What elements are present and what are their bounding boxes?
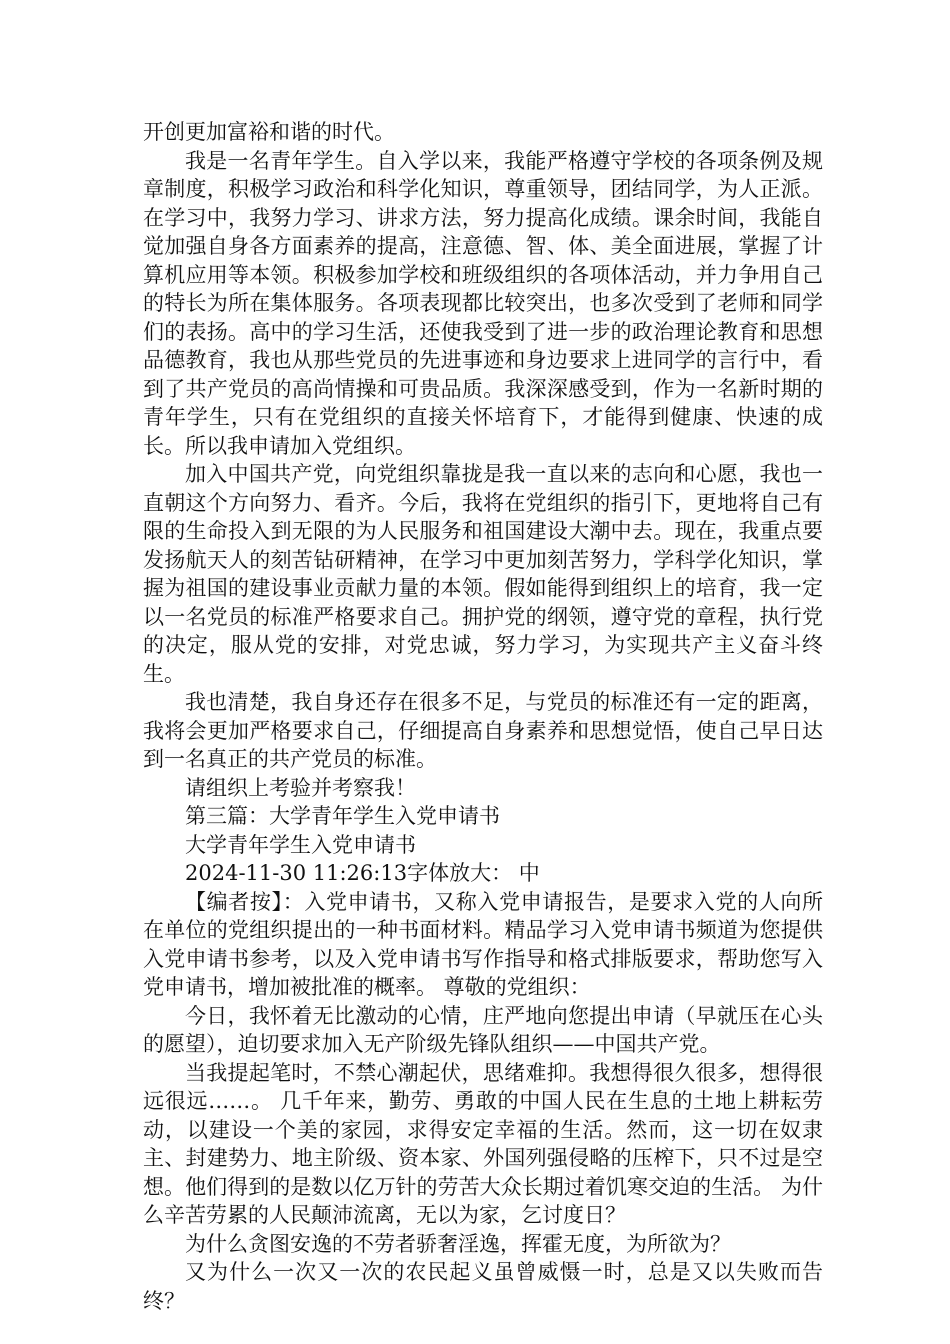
paragraph: 我也清楚，我自身还存在很多不足，与党员的标准还有一定的距离，我将会更加严格要求自己，仔细提高自身素养和思想觉悟，使自己早日达到一名真正的共产党员的标准。 <box>143 690 823 771</box>
paragraph: 我是一名青年学生。自入学以来，我能严格遵守学校的各项条例及规章制度，积极学习政治和科学化知识，尊重领导，团结同学，为人正派。在学习中，我努力学习、讲求方法，努力提高化成绩。课余时间，我能自觉加强自身各方面素养的提高，注意德、智、体、美全面进展，掌握了计算机应用等本领。积极参加学校和班级组织的各项体活动，并力争用自己的特长为所在集体服务。各项表现都比较突出，也多次受到了老师和同学们的表扬。高中的学习生活，还使我受到了进一步的政治理论教育和思想品德教育，我也从那些党员的先进事迹和身边要求上进同学的言行中，看到了共产党员的高尚情操和可贵品质。我深深感受到，作为一名新时期的青年学生，只有在党组织的直接关怀培育下，才能得到健康、快速的成长。所以我申请加入党组织。 <box>143 148 823 458</box>
paragraph: 当我提起笔时，不禁心潮起伏，思绪难抑。我想得很久很多，想得很远很远……。 几千年来，勤劳、勇敢的中国人民在生息的土地上耕耘劳动，以建设一个美的家园，求得安定幸福的生活。然而，这一切在奴隶主、封建势力、地主阶级、资本家、外国列强侵略的压榨下，只不过是空想。他们得到的是数以亿万针的劳苦大众长期过着饥寒交迫的生活。 为什么辛苦劳累的人民颠沛流离，无以为家，乞讨度日？ <box>143 1060 823 1227</box>
paragraph: 加入中国共产党，向党组织靠拢是我一直以来的志向和心愿，我也一直朝这个方向努力、看齐。今后，我将在党组织的指引下，更地将自己有限的生命投入到无限的为人民服务和祖国建设大潮中去。现在，我重点要发扬航天人的刻苦钻研精神，在学习中更加刻苦努力，学科学化知识，掌握为祖国的建设事业贡献力量的本领。假如能得到组织上的培育，我一定以一名党员的标准严格要求自己。拥护党的纲领，遵守党的章程，执行党的决定，服从党的安排，对党忠诚，努力学习，为实现共产主义奋斗终生。 <box>143 462 823 686</box>
article-meta: 2024-11-30 11:26:13字体放大： 中 <box>185 861 540 885</box>
document-body <box>143 118 823 1315</box>
paragraph: 为什么贪图安逸的不劳者骄奢淫逸，挥霍无度，为所欲为？ <box>185 1231 731 1256</box>
section-heading: 第三篇：大学青年学生入党申请书 <box>185 804 500 828</box>
article-title: 大学青年学生入党申请书 <box>185 832 416 857</box>
paragraph: 开创更加富裕和谐的时代。 <box>143 120 395 144</box>
paragraph: 请组织上考验并考察我！ <box>185 775 416 800</box>
paragraph: 又为什么一次又一次的农民起义虽曾威慑一时，总是又以失败而告终？ <box>143 1260 823 1313</box>
paragraph: 今日，我怀着无比激动的心情，庄严地向您提出申请（早就压在心头的愿望），迫切要求加入无产阶级先锋队组织——中国共产党。 <box>143 1003 823 1056</box>
editor-note: 【编者按】：入党申请书，又称入党申请报告，是要求入党的人向所在单位的党组织提出的一种书面材料。精品学习入党申请书频道为您提供入党申请书参考，以及入党申请书写作指导和格式排版要求，帮助您写入党申请书，增加被批准的概率。 尊敬的党组织： <box>143 889 823 999</box>
